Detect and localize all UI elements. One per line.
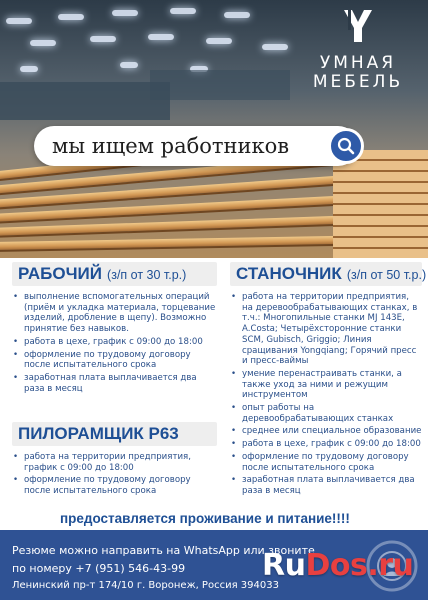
job-worker	[12, 262, 217, 396]
duty-item: • опыт работы на деревообрабатывающих станках	[230, 403, 422, 424]
brand-name-line1: УМНАЯ	[319, 53, 397, 73]
duty-item: • работа в цехе, график с 09:00 до 18:00	[12, 337, 217, 348]
site-watermark	[262, 548, 413, 583]
duty-item: • среднее или специальное образование	[230, 426, 422, 437]
duty-item: • заработная плата выплачивается два раза в месяц	[230, 475, 422, 496]
duty-item: • умение перенастраивать станки, а также уход за ними и режущим инструментом	[230, 369, 422, 401]
housing-offer: предоставляется проживание и питание!!!!	[60, 511, 350, 526]
watermark-part2: Dos.ru	[305, 548, 414, 583]
brand-logo	[298, 6, 418, 92]
brand-name-line2: МЕБЕЛЬ	[312, 72, 404, 92]
job-title: РАБОЧИЙ	[18, 264, 102, 283]
duty-item: • оформление по трудовому договору после испытательного срока	[230, 452, 422, 473]
job-operator	[230, 262, 427, 499]
duty-item: • оформление по трудовому договору после испытательного срока	[12, 475, 217, 496]
job-title: СТАНОЧНИК	[236, 264, 342, 283]
job-salary: (з/п от 30 т.р.)	[107, 268, 187, 282]
machine-shape	[150, 70, 290, 100]
wood-stack	[333, 150, 428, 258]
duty-item: • работа на территории предприятия, на деревообрабатывающих станках, в т.ч.: Многопильные станки MJ 143E, A.Costa; Четырёхсторонние станки SCM, Gubisch, Griggio; Линия сращивания Yongqiang; Горячий пресс и пресс-ваймы	[230, 292, 422, 367]
search-button[interactable]	[328, 128, 364, 164]
job-duties	[12, 292, 217, 394]
job-duties	[12, 452, 217, 497]
duty-item: • работа на территории предприятия, график с 09:00 до 18:00	[12, 452, 217, 473]
duty-item: • заработная плата выплачивается два раза в месяц	[12, 373, 217, 394]
headline: мы ищем работников	[52, 134, 290, 158]
machine-shape	[0, 82, 170, 120]
job-duties	[230, 292, 422, 497]
logo-mark-icon	[338, 6, 378, 46]
job-title-bar	[12, 262, 217, 286]
footer-phone[interactable]: по номеру +7 (951) 546-43-99	[12, 562, 186, 575]
job-title-bar	[230, 262, 427, 286]
search-icon	[336, 136, 356, 156]
duty-item: • оформление по трудовому договору после испытательного срока	[12, 350, 217, 371]
duty-item: • работа в цехе, график с 09:00 до 18:00	[230, 439, 422, 450]
job-title-bar	[12, 422, 217, 446]
watermark-part1: Ru	[262, 548, 306, 583]
job-title: ПИЛОРАМЩИК Р63	[18, 424, 179, 443]
footer-resume-text: Резюме можно направить на WhatsApp или звоните	[12, 544, 315, 557]
footer-address: Ленинский пр-т 174/10 г. Воронеж, Россия 394033	[12, 580, 279, 591]
job-salary: (з/п от 50 т.р.)	[346, 268, 427, 282]
duty-item: • выполнение вспомогательных операций (приём и укладка материала, торцевание изделий, дробление в щепу). Возможно принятие без навыков.	[12, 292, 217, 335]
headline-pill	[34, 126, 358, 166]
job-sawmill	[12, 422, 217, 499]
